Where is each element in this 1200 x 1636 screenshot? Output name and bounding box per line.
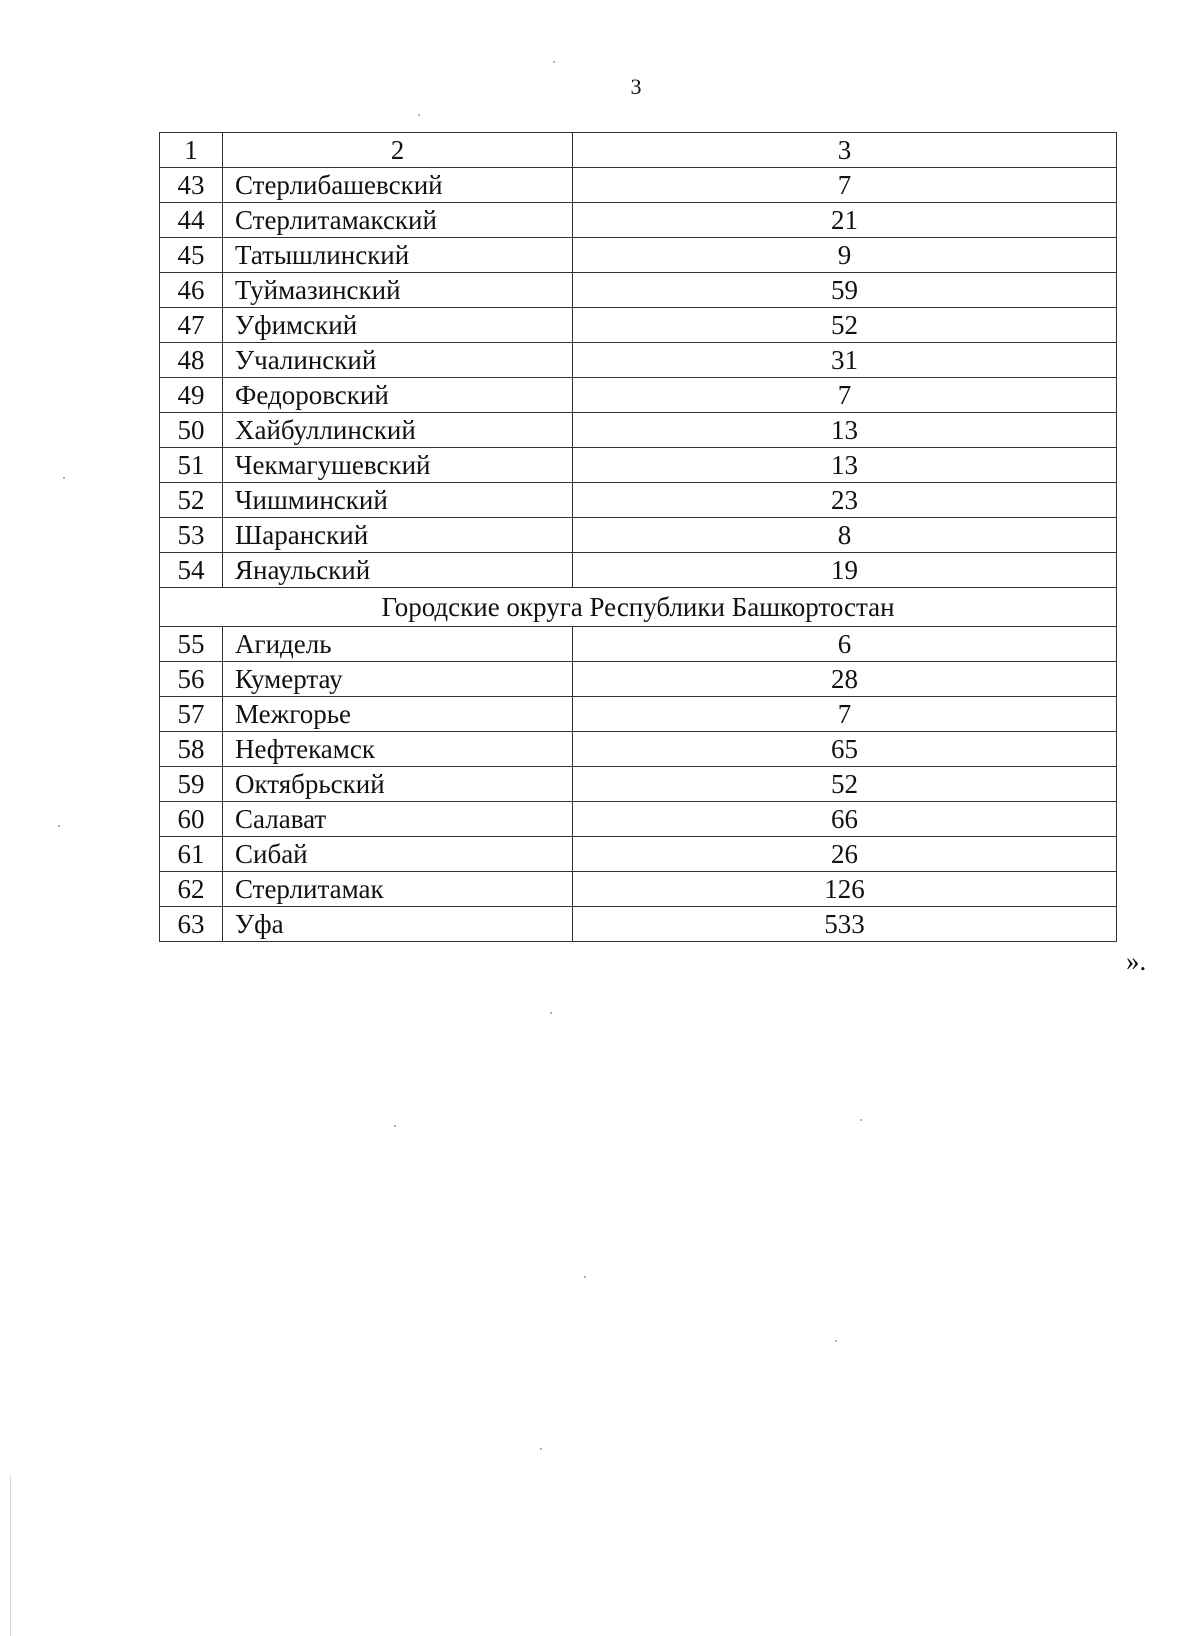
- table-row: [160, 802, 1117, 837]
- scan-speck: [394, 1125, 396, 1127]
- table-row: [160, 697, 1117, 732]
- section-header-row: [160, 588, 1117, 627]
- row-name: Чишминский: [223, 483, 573, 518]
- row-number: 49: [160, 378, 223, 413]
- table-header-row: [160, 133, 1117, 168]
- row-value: 7: [573, 378, 1117, 413]
- header-col-2: 2: [223, 133, 573, 168]
- row-name: Салават: [223, 802, 573, 837]
- row-name: Шаранский: [223, 518, 573, 553]
- table-row: [160, 837, 1117, 872]
- row-value: 52: [573, 308, 1117, 343]
- row-number: 58: [160, 732, 223, 767]
- row-name: Сибай: [223, 837, 573, 872]
- header-col-3: 3: [573, 133, 1117, 168]
- table-row: [160, 203, 1117, 238]
- scan-speck: [63, 477, 65, 479]
- table-row: [160, 627, 1117, 662]
- row-name: Агидель: [223, 627, 573, 662]
- scan-speck: [860, 1119, 862, 1121]
- scan-edge-line: [10, 1475, 11, 1636]
- row-name: Октябрьский: [223, 767, 573, 802]
- table-row: [160, 168, 1117, 203]
- table-row: [160, 273, 1117, 308]
- scan-speck: [553, 61, 555, 63]
- row-value: 8: [573, 518, 1117, 553]
- table-row: [160, 767, 1117, 802]
- row-name: Уфа: [223, 907, 573, 942]
- row-number: 55: [160, 627, 223, 662]
- row-name: Межгорье: [223, 697, 573, 732]
- table-row: [160, 907, 1117, 942]
- table-row: [160, 343, 1117, 378]
- row-number: 54: [160, 553, 223, 588]
- row-value: 6: [573, 627, 1117, 662]
- row-value: 7: [573, 168, 1117, 203]
- header-col-1: 1: [160, 133, 223, 168]
- row-number: 52: [160, 483, 223, 518]
- table-row: [160, 872, 1117, 907]
- row-name: Стерлитамакский: [223, 203, 573, 238]
- page-number: 3: [630, 74, 642, 99]
- table-row: [160, 483, 1117, 518]
- row-name: Хайбуллинский: [223, 413, 573, 448]
- row-name: Стерлитамак: [223, 872, 573, 907]
- closing-quote: ».: [1126, 946, 1147, 976]
- row-value: 52: [573, 767, 1117, 802]
- row-value: 13: [573, 448, 1117, 483]
- table-row: [160, 448, 1117, 483]
- row-name: Туймазинский: [223, 273, 573, 308]
- row-number: 44: [160, 203, 223, 238]
- scan-speck: [418, 114, 420, 116]
- row-value: 13: [573, 413, 1117, 448]
- row-name: Стерлибашевский: [223, 168, 573, 203]
- section-title: Городские округа Республики Башкортостан: [160, 588, 1117, 627]
- scan-speck: [835, 1340, 837, 1342]
- row-number: 48: [160, 343, 223, 378]
- row-number: 56: [160, 662, 223, 697]
- table-row: [160, 378, 1117, 413]
- row-value: 126: [573, 872, 1117, 907]
- scan-speck: [584, 1276, 586, 1278]
- row-value: 21: [573, 203, 1117, 238]
- row-number: 61: [160, 837, 223, 872]
- row-number: 60: [160, 802, 223, 837]
- table-row: [160, 518, 1117, 553]
- districts-table: [159, 132, 1117, 942]
- row-number: 63: [160, 907, 223, 942]
- row-value: 19: [573, 553, 1117, 588]
- row-name: Янаульский: [223, 553, 573, 588]
- row-value: 533: [573, 907, 1117, 942]
- scan-speck: [58, 825, 60, 827]
- row-value: 9: [573, 238, 1117, 273]
- row-name: Уфимский: [223, 308, 573, 343]
- row-name: Федоровский: [223, 378, 573, 413]
- row-value: 23: [573, 483, 1117, 518]
- scan-speck: [540, 1448, 542, 1450]
- row-name: Чекмагушевский: [223, 448, 573, 483]
- row-value: 59: [573, 273, 1117, 308]
- table-row: [160, 662, 1117, 697]
- row-number: 47: [160, 308, 223, 343]
- row-number: 62: [160, 872, 223, 907]
- row-name: Учалинский: [223, 343, 573, 378]
- row-value: 28: [573, 662, 1117, 697]
- table-row: [160, 553, 1117, 588]
- row-number: 59: [160, 767, 223, 802]
- scan-speck: [550, 1012, 552, 1014]
- row-value: 66: [573, 802, 1117, 837]
- table-row: [160, 732, 1117, 767]
- table-row: [160, 308, 1117, 343]
- row-number: 57: [160, 697, 223, 732]
- row-value: 26: [573, 837, 1117, 872]
- table-row: [160, 413, 1117, 448]
- row-name: Татышлинский: [223, 238, 573, 273]
- row-number: 43: [160, 168, 223, 203]
- table-row: [160, 238, 1117, 273]
- row-number: 51: [160, 448, 223, 483]
- row-number: 53: [160, 518, 223, 553]
- row-number: 46: [160, 273, 223, 308]
- row-number: 45: [160, 238, 223, 273]
- row-value: 65: [573, 732, 1117, 767]
- row-value: 31: [573, 343, 1117, 378]
- row-name: Нефтекамск: [223, 732, 573, 767]
- row-value: 7: [573, 697, 1117, 732]
- row-number: 50: [160, 413, 223, 448]
- row-name: Кумертау: [223, 662, 573, 697]
